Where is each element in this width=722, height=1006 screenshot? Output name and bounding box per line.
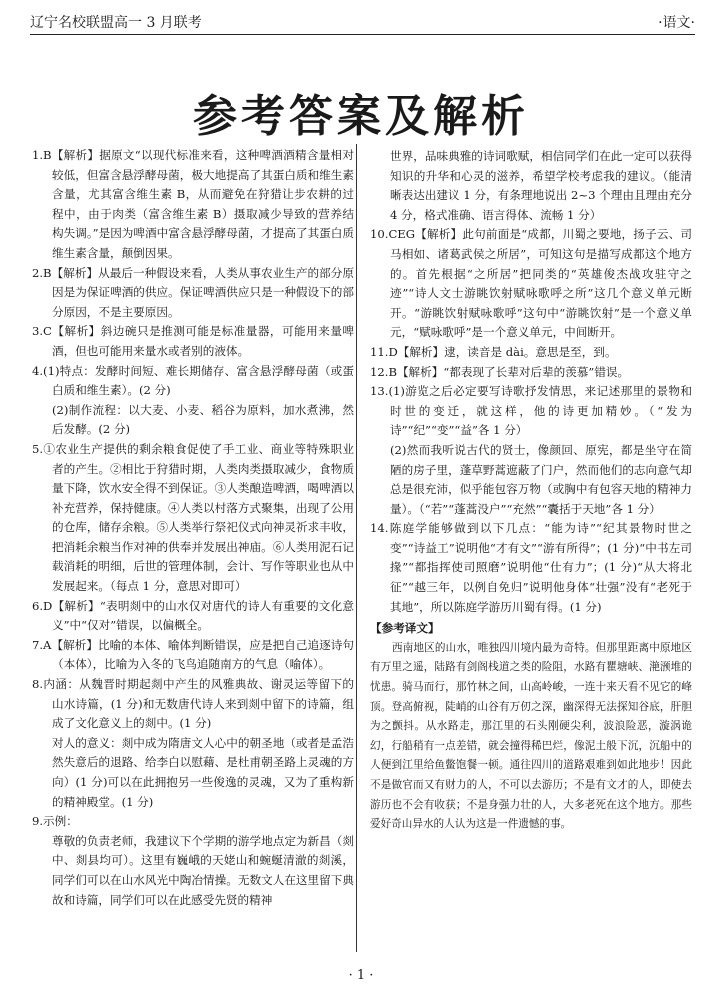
answer-3: 3.C【解析】斜边碗只是推测可能是标准量器，可能用来量啤酒，但也可能用来量水或者别的液体。	[32, 324, 354, 358]
answer-9-continued: 世界，品味典雅的诗词歌赋，相信同学们在此一定可以获得知识的升华和心灵的滋养，希望学校考虑我的建议。（能清晰表达出建议 1 分，有条理地说出 2~3 个理由且理由充分 4 分，格式准确、语言得体、流畅 1 分）	[390, 149, 692, 222]
reference-translation: 西南地区的山水，唯独四川境内最为奇特。但那里距离中原地区有万里之遥，陆路有剑阁栈道之类的险阻，水路有瞿塘峡、滟滪堆的忧患。骑马而行，那竹林之间，山高岭峻，一连十来天看不见它的峰顶。登高俯视，陡峭的山谷有万仞之深，幽深得无法探知谷底，肝胆为之颤抖。从水路走，那江里的石头刚硬尖利，波浪险恶，漩涡诡幻，行船稍有一点差错，就会撞得稀巴烂，像泥土般下沉，沉船中的人便到江里给鱼鳖饱餐一顿。通往四川的道路艰难到如此地步！因此不是做官而又有财力的人，不可以去游历；不是有文才的人，即使去游历也不会有收获；不是身强力壮的人，大多老死在这个地方。那些爱好奇山异水的人认为这是一件遗憾的事。	[370, 641, 692, 831]
answer-1: 1.B【解析】据原文“以现代标准来看，这种啤酒酒精含量相对较低，但富含悬浮酵母菌，极大地提高了其蛋白质和维生素含量，尤其富含维生素 B，从而避免在狩猎让步农耕的过程中，由于肉类（富含维生素 B）摄取减少导致的营养结构失调。”是因为啤酒中富含悬浮酵母菌，才提高了其蛋白质维生素含量，颠倒因果。	[32, 148, 354, 260]
right-column	[370, 147, 692, 835]
reference-translation-heading: 【参考译文】	[370, 621, 440, 636]
page-header	[30, 8, 695, 35]
answer-14: 14.陈庭学能够做到以下几点：“能为诗”“纪其景物时世之变”“诗益工”说明他“才有文”“游有所得”；(1 分)“中书左司掾”“都指挥使司照磨”说明他“仕有力”；(1 分)“从大将北征”“越三年，以例自免归”说明他身体“壮强”没有“老死于其地”，所以陈庭学游历川蜀有得。(1 分)	[370, 521, 692, 614]
header-exam-name: 辽宁名校联盟高一 3 月联考	[30, 15, 202, 31]
answer-4-part-2: (2)制作流程：以大麦、小麦、稻谷为原料，加水煮沸，然后发酵。(2 分)	[52, 402, 354, 437]
answer-11: 11.D【解析】逮，读音是 dài。意思是至，到。	[370, 344, 617, 359]
answer-5: 5.①农业生产提供的剩余粮食促使了手工业、商业等特殊职业者的产生。②相比于狩猎时期，人类肉类摄取减少，食物质量下降，饮水安全得不到保证。③人类酿造啤酒，喝啤酒以补充营养，保持健康。④人类以村落方式聚集，出现了公用的仓库，储存余粮。⑤人类举行祭祀仪式向神灵祈求丰收，把消耗余粮当作对神的供奉并发展出神庙。⑥人类用泥石记载消耗的明细，后世的管理体制，会计、写作等职业也从中发展起来。（每点 1 分，意思对即可）	[32, 441, 354, 594]
answer-4-part-1: 4.(1)特点：发酵时间短、难长期储存、富含悬浮酵母菌（或蛋白质和维生素）。(2 分)	[32, 363, 354, 398]
answer-8-part-2: 对人的意义：剡中成为隋唐文人心中的朝圣地（或者是孟浩然失意后的退路、给李白以慰藉、是杜甫朝圣路上灵魂的方向）(1 分)可以在此拥抱另一些俊逸的灵魂，又为了重构新的精神殿堂。(1 分)	[52, 735, 354, 809]
page-title: 参考答案及解析	[193, 91, 529, 142]
answer-8-part-1: 8.内涵：从魏晋时期起剡中产生的风雅典故、谢灵运等留下的山水诗篇，(1 分)和无数唐代诗人来到剡中留下的诗篇，组成了文化意义上的剡中。(1 分)	[32, 677, 354, 731]
answer-2: 2.B【解析】从最后一种假设来看，人类从事农业生产的部分原因是为保证啤酒的供应。保证啤酒供应只是一种假设下的部分原因，不是主要原因。	[32, 265, 354, 319]
column-divider	[356, 144, 357, 952]
answer-10: 10.CEG【解析】此句前面是“成都，川蜀之要地，扬子云、司马相如、诸葛武侯之所居”，可知这句是描写成都这个地方的。首先根据“之所居”把同类的“英雄俊杰战攻驻守之迹”“诗人文士游眺饮射赋咏歌呼之所”这几个意义单元断开。“游眺饮射赋咏歌呼”这句中“游眺饮射”是一个意义单元，“赋咏歌呼”是一个意义单元，中间断开。	[370, 227, 692, 340]
answer-12: 12.B【解析】“都表现了长辈对后辈的羡慕”错误。	[370, 364, 630, 379]
answer-13-part-1: 13.(1)游览之后必定要写诗歌抒发情思，来记述那里的景物和时世的变迁，就这样，他的诗更加精妙。（“发为诗”“纪”“变”“益”各 1 分）	[370, 384, 692, 438]
left-column	[32, 146, 354, 910]
header-subject: ·语文·	[658, 15, 695, 31]
answer-6: 6.D【解析】“表明剡中的山水仅对唐代的诗人有重要的文化意义”中“仅对”错误，以偏概全。	[32, 598, 354, 633]
answer-9-label: 9.示例：	[32, 814, 78, 829]
answer-7: 7.A【解析】比喻的本体、喻体判断错误，应是把自己追逐诗句（本体），比喻为入冬的飞鸟追随南方的气息（喻体）。	[32, 637, 354, 672]
answer-9-example: 尊敬的负责老师，我建议下个学期的游学地点定为新昌（剡中、剡县均可）。这里有巍峨的天姥山和蜿蜒清澈的剡溪，同学们可以在山水风光中陶冶情操。无数文人在这里留下典故和诗篇，同学们可以在此感受先贤的精神	[52, 833, 354, 907]
answer-13-part-2: (2)然而我听说古代的贤士，像颜回、原宪，都是坐守在简陋的房子里，蓬草野蒿遮蔽了门户，然而他们的志向意气却总是很充沛，似乎能包容万物（或胸中有包容天地的精神力量）。（“若”“蓬蒿没户”“充然”“囊括于天地”各 1 分）	[390, 442, 692, 516]
page-number: · 1 ·	[348, 968, 374, 983]
